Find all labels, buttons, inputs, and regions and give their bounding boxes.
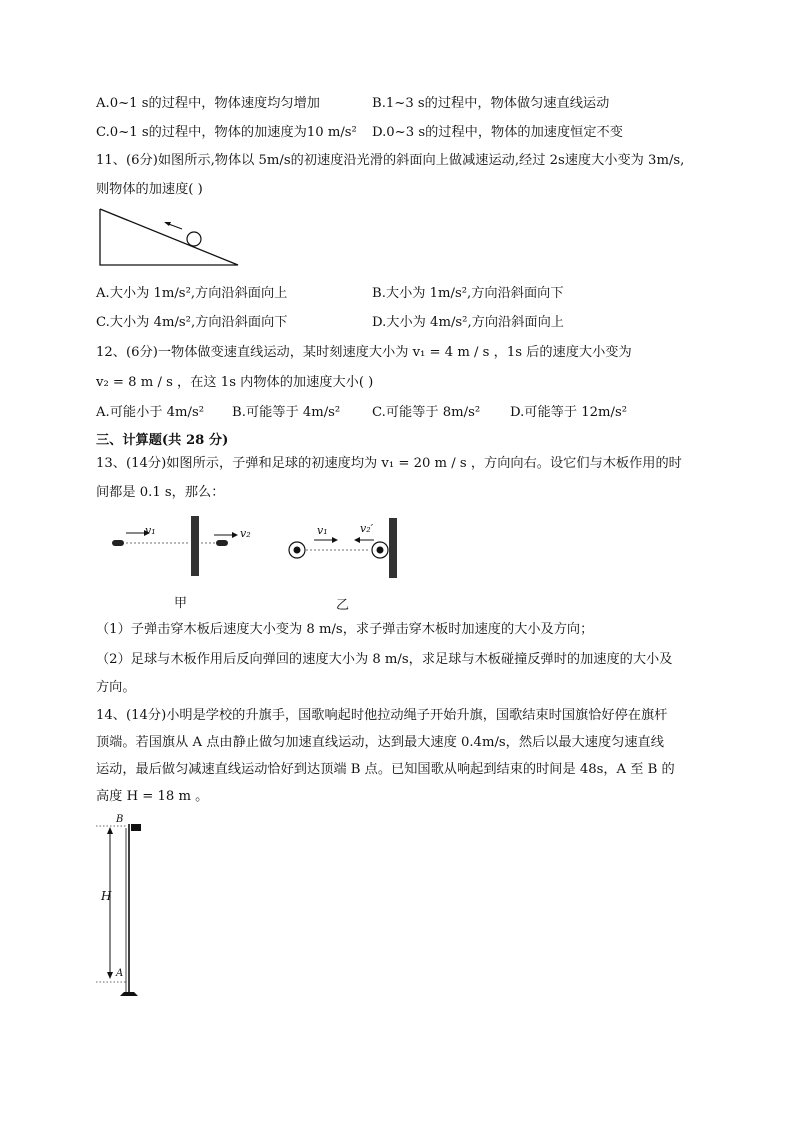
- q11-option-b: B.大小为 1m/s²,方向沿斜面向下: [372, 286, 564, 301]
- q12-option-a: A.可能小于 4m/s²: [96, 405, 205, 420]
- label-v2p-yi: v₂′: [360, 522, 374, 535]
- q13-sub2-line1: （2）足球与木板作用后反向弹回的速度大小为 8 m/s，求足球与木板碰撞反弹时的加速度的大小及: [96, 652, 673, 667]
- q13-stem-line1: 13、(14分)如图所示，子弹和足球的初速度均为 v₁ = 20 m / s ，方向向右。设它们与木板作用的时: [96, 456, 682, 471]
- q13-sub1: （1）子弹击穿木板后速度大小变为 8 m/s，求子弹击穿木板时加速度的大小及方向；: [96, 622, 594, 637]
- q12-stem-line2: v₂ = 8 m / s ，在这 1s 内物体的加速度大小( ): [96, 375, 374, 390]
- section3-title: 三、计算题(共 28 分): [96, 433, 229, 448]
- pole-base: [120, 992, 138, 996]
- bullet-football-figure: [104, 510, 414, 582]
- label-v2-jia: v₂: [240, 527, 251, 540]
- football-right-patch: [377, 547, 384, 554]
- q11-stem-line1: 11、(6分)如图所示,物体以 5m/s的初速度沿光滑的斜面向上做减速运动,经过 2s速度大小变为 3m/s,: [96, 153, 685, 168]
- q11-stem-line2: 则物体的加速度( ): [96, 182, 203, 197]
- q14-stem-line3: 运动，最后做匀减速直线运动恰好到达顶端 B 点。已知国歌从响起到结束的时间是 48s，A 至 B 的: [96, 762, 675, 777]
- q13-stem-line2: 间都是 0.1 s，那么：: [96, 485, 225, 500]
- label-a: A: [116, 968, 124, 979]
- q14-stem-line2: 顶端。若国旗从 A 点由静止做匀加速直线运动，达到最大速度 0.4m/s，然后以最大速度匀速直线: [96, 735, 664, 750]
- football-left-patch: [294, 547, 301, 554]
- q12-stem-line1: 12、(6分)一物体做变速直线运动，某时刻速度大小为 v₁ = 4 m / s ，1s 后的速度大小变为: [96, 345, 632, 360]
- incline-figure: [98, 207, 244, 269]
- label-b: B: [116, 814, 124, 825]
- q11-option-c: C.大小为 4m/s²,方向沿斜面向下: [96, 315, 288, 330]
- board-right: [389, 518, 397, 578]
- q10-option-a: A.0~1 s的过程中，物体速度均匀增加: [96, 96, 320, 111]
- q10-option-c: C.0~1 s的过程中，物体的加速度为10 m/s²: [96, 125, 357, 140]
- flagpole-figure: [96, 816, 156, 1002]
- flag: [131, 824, 141, 831]
- q12-option-c: C.可能等于 8m/s²: [372, 405, 481, 420]
- q10-option-d: D.0~3 s的过程中，物体的加速度恒定不变: [372, 125, 623, 140]
- v1-arrow-right-head: [332, 537, 338, 543]
- height-arrow-bottom: [107, 972, 113, 979]
- caption-jia: 甲: [174, 596, 188, 611]
- q14-stem-line1: 14、(14分)小明是学校的升旗手，国歌响起时他拉动绳子开始升旗，国歌结束时国旗恰好停在旗杆: [96, 708, 668, 723]
- label-v1-yi: v₁: [317, 524, 328, 537]
- board-left: [191, 516, 199, 576]
- q12-option-d: D.可能等于 12m/s²: [510, 405, 628, 420]
- q11-option-a: A.大小为 1m/s²,方向沿斜面向上: [96, 286, 288, 301]
- q12-option-b: B.可能等于 4m/s²: [232, 405, 341, 420]
- q14-stem-line4: 高度 H = 18 m 。: [96, 789, 209, 804]
- ball: [187, 232, 201, 246]
- q11-option-d: D.大小为 4m/s²,方向沿斜面向上: [372, 315, 564, 330]
- incline-triangle: [100, 209, 238, 265]
- height-arrow-top: [107, 827, 113, 834]
- velocity-arrow-head: [164, 222, 171, 226]
- v2-arrow-head: [232, 532, 238, 538]
- bullet-before: [112, 540, 124, 546]
- bullet-after: [216, 540, 228, 546]
- v2p-arrow-head: [354, 537, 360, 543]
- q10-option-b: B.1~3 s的过程中，物体做匀速直线运动: [372, 96, 610, 111]
- caption-yi: 乙: [336, 598, 350, 613]
- label-h: H: [101, 889, 112, 903]
- label-v1-jia: v₁: [145, 524, 156, 537]
- q13-sub2-line2: 方向。: [96, 680, 136, 695]
